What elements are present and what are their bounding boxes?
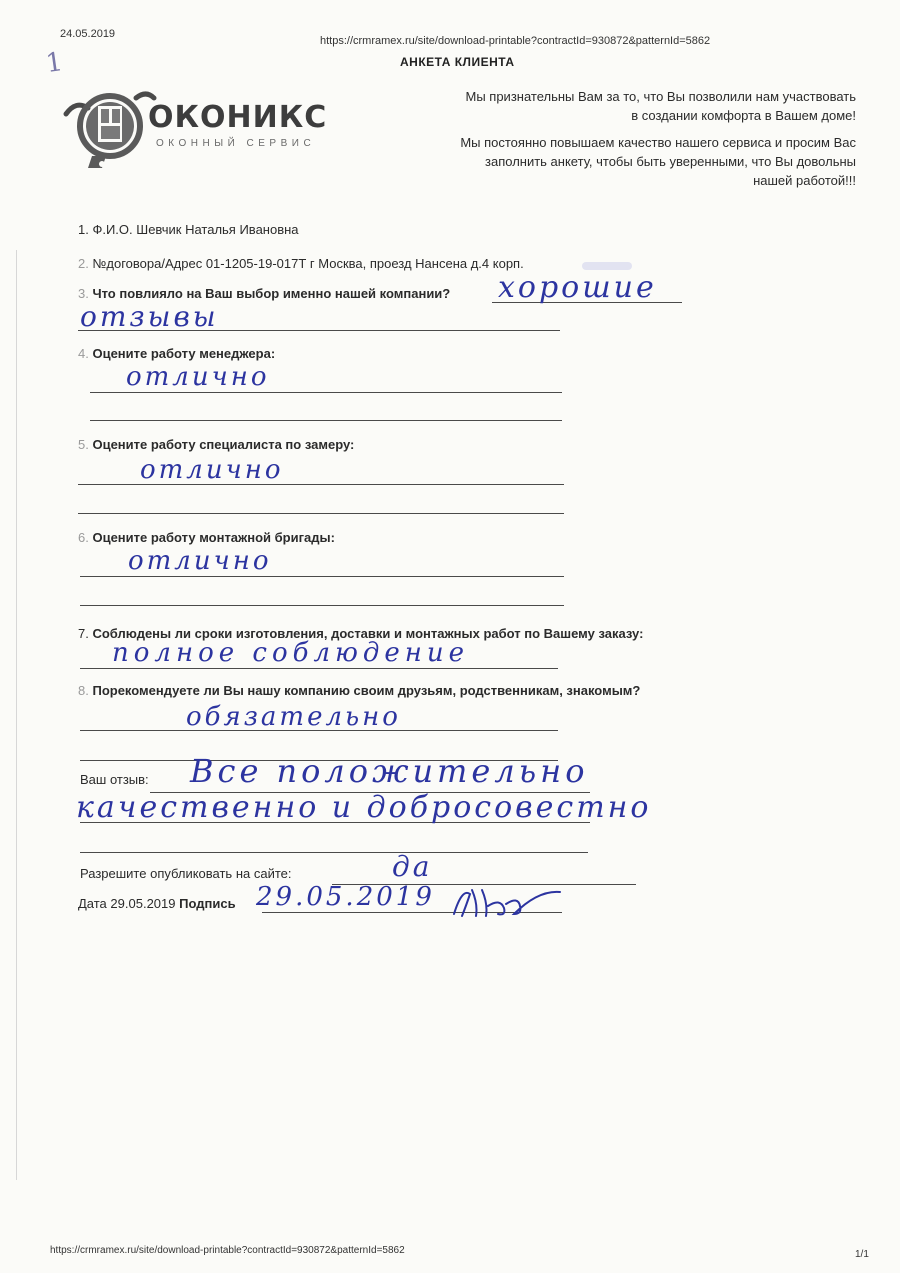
print-date: 24.05.2019 bbox=[60, 28, 116, 40]
q5-text: Оцените работу специалиста по замеру: bbox=[92, 437, 355, 452]
q6-number: 6. bbox=[78, 530, 89, 545]
q8-text: Порекомендуете ли Вы нашу компанию своим друзьям, родственникам, знакомым? bbox=[92, 683, 641, 698]
q3-question bbox=[78, 286, 450, 301]
q1-number: 1. bbox=[78, 222, 89, 237]
intro-thanks: Мы признательны Вам за то, что Вы позволили нам участвовать в создании комфорта в Вашем доме! bbox=[465, 89, 856, 123]
footer-page-number: 1/1 bbox=[855, 1249, 869, 1260]
q7-answer: полное соблюдение bbox=[112, 638, 470, 668]
q4-answer: отлично bbox=[126, 362, 270, 392]
q3-answer-1: хорошие bbox=[498, 270, 657, 305]
q5-answer-line-2 bbox=[78, 513, 564, 514]
q8-question bbox=[78, 683, 640, 698]
q7-answer-line bbox=[80, 668, 558, 669]
redacted-smudge bbox=[582, 262, 632, 270]
publish-label: Разрешите опубликовать на сайте: bbox=[80, 866, 292, 881]
q4-answer-line-2 bbox=[90, 420, 562, 421]
q4-text: Оцените работу менеджера: bbox=[92, 346, 276, 361]
print-url: https://crmramex.ru/site/download-printable?contractId=930872&patternId=5862 bbox=[320, 35, 711, 47]
q7-text: Соблюдены ли сроки изготовления, доставки и монтажных работ по Вашему заказу: bbox=[92, 626, 644, 641]
footer-url: https://crmramex.ru/site/download-printable?contractId=930872&patternId=5862 bbox=[50, 1245, 405, 1256]
q6-question bbox=[78, 530, 335, 545]
intro-request: Мы постоянно повышаем качество нашего сервиса и просим Вас заполнить анкету, чтобы быть уверенными, что Вы довольны нашей работой!!! bbox=[460, 135, 856, 188]
q2-value: 01-1205-19-017Т г Москва, проезд Нансена д.4 корп. bbox=[205, 256, 524, 271]
date-label: Дата bbox=[78, 896, 107, 911]
publish-answer: да bbox=[392, 850, 433, 883]
q1-label: Ф.И.О. bbox=[92, 222, 133, 237]
q2-label: №договора/Адрес bbox=[92, 256, 203, 271]
q1-value: Шевчик Наталья Ивановна bbox=[136, 222, 299, 237]
company-logo bbox=[62, 86, 352, 176]
q6-text: Оцените работу монтажной бригады: bbox=[92, 530, 335, 545]
q8-number: 8. bbox=[78, 683, 89, 698]
date-value: 29.05.2019 bbox=[110, 896, 176, 911]
logo-wordmark: ОКОНИКС bbox=[148, 100, 328, 135]
q5-question bbox=[78, 437, 354, 452]
q3-text: Что повлияло на Ваш выбор именно нашей компании? bbox=[92, 286, 451, 301]
window-logo-icon bbox=[62, 86, 157, 176]
q4-number: 4. bbox=[78, 346, 89, 361]
q6-answer-line-2 bbox=[80, 605, 564, 606]
q6-answer: отлично bbox=[128, 546, 272, 576]
review-text-1: Все положительно bbox=[190, 752, 589, 790]
handwritten-signature bbox=[448, 884, 578, 924]
q4-question bbox=[78, 346, 275, 361]
handwritten-page-mark: 1 bbox=[43, 46, 65, 80]
handwritten-date: 29.05.2019 bbox=[256, 882, 435, 912]
q3-number: 3. bbox=[78, 286, 89, 301]
q8-answer: обязательно bbox=[186, 702, 401, 732]
q1-row bbox=[78, 222, 299, 237]
q2-row bbox=[78, 256, 524, 271]
q6-answer-line-1 bbox=[80, 576, 564, 577]
review-label: Ваш отзыв: bbox=[80, 772, 149, 787]
logo-subtitle: ОКОННЫЙ СЕРВИС bbox=[156, 138, 316, 149]
q4-answer-line-1 bbox=[90, 392, 562, 393]
q2-number: 2. bbox=[78, 256, 89, 271]
q7-number: 7. bbox=[78, 626, 89, 641]
date-signature-row bbox=[78, 896, 236, 911]
signature-label: Подпись bbox=[179, 896, 236, 911]
form-title: АНКЕТА КЛИЕНТА bbox=[400, 55, 515, 69]
q5-answer: отлично bbox=[140, 455, 284, 485]
review-line-3 bbox=[80, 852, 588, 853]
q3-answer-2: отзывы bbox=[80, 300, 219, 333]
fold-line bbox=[16, 250, 17, 1180]
intro-text bbox=[456, 87, 856, 198]
q5-number: 5. bbox=[78, 437, 89, 452]
review-text-2: качественно и добросовестно bbox=[76, 790, 652, 825]
